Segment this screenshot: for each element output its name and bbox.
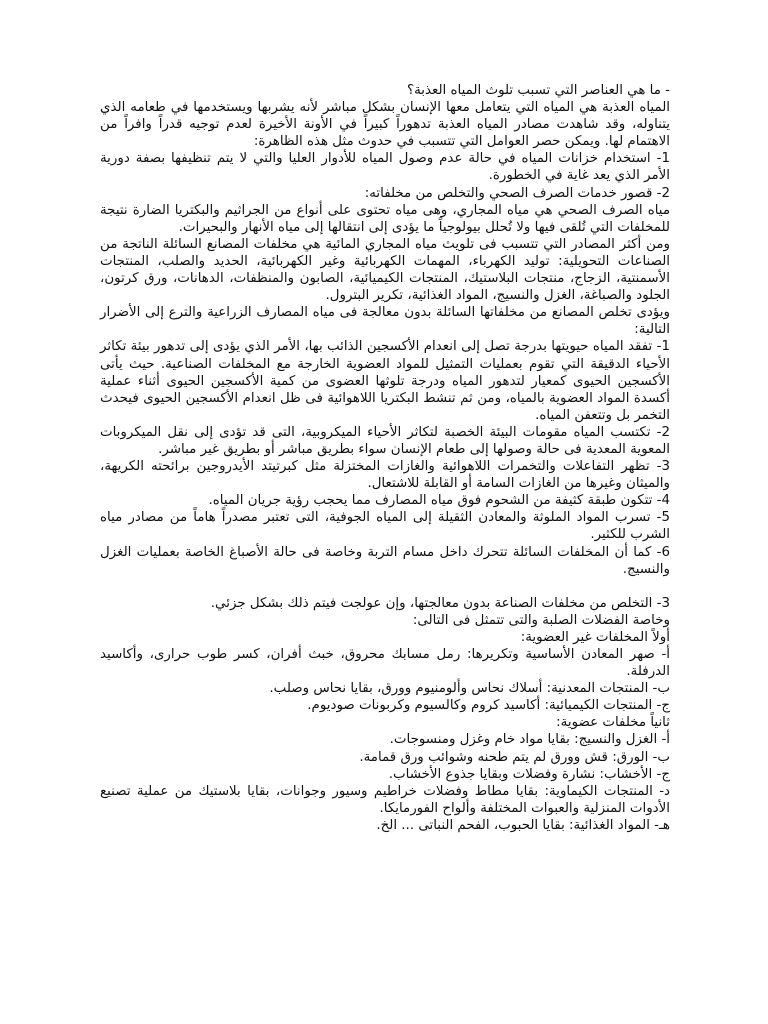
question-heading: - ما هي العناصر التي تسبب تلوث المياه العذبة؟ [406,83,670,98]
organic-item-a: أ- الغزل والنسيج: بقايا مواد خام وغزل ومنسوجات. [389,732,670,748]
damage-3-gases: 3- تظهر التفاعلات والتخمرات اللاهوائية والغازات المختزلة مثل كبرتيتد الأيدروجين برائحته الكريهة، والميثان وغيرها من الغازات السامة أو القابلة للاشتعال. [100,459,670,492]
organic-item-c: ج- الأخشاب: نشارة وفضلات وبقايا جذوع الأخشاب. [388,766,670,782]
intro-paragraph: المياه العذبة هي المياه التي يتعامل معها الإنسان بشكل مباشر لأنه يشربها ويستخدمها في طعامه الذي يتناوله، وقد شاهدت مصادر المياه العذبة تدهوراً كبيراً في الأونة الأخيرة لعدم توجيه قدراً وافراً من الاهتمام لها. ويمكن حصر العوامل التي تتسبب في حدوث مثل هذه الظاهرة: [100,100,670,150]
damage-2-microbes: 2- تكتسب المياه مقومات البيئة الخصبة لتكاثر الأحياء الميكروبية، التى قد تؤدى إلى نقل الميكروبات المعوية المعدية فى حالة وصولها إلى طعام الإنسان سواء بطريق مباشر أو بطريق غير مباشر. [100,424,670,457]
blank-line [100,578,670,595]
inorganic-waste-heading: أولاً المخلفات غير العضوية: [520,629,670,645]
cause-1-water-tanks: 1- استخدام خزانات المياه في حالة عدم وصول المياه للأدوار العليا والتي لا يتم تنظيفها بصفة دورية الأمر الذي يعد غاية في الخطورة. [100,151,670,184]
damage-5-groundwater: 5- تسرب المواد الملوثة والمعادن الثقيلة إلى المياه الجوفية، التى تعتبر مصدراً هاماً من مصادر مياه الشرب للكثير. [100,510,670,543]
cause-3-industrial-waste: 3- التخلص من مخلفات الصناعة بدون معالجتها، وإن عولجت فيتم ذلك بشكل جزئي. [210,595,670,611]
damages-intro: ويؤدى تخلص المصانع من مخلفاتها السائلة بدون معالجة فى مياه المصارف الزراعية والترع إلى الأضرار التالية: [100,305,670,338]
document-page [100,82,670,834]
damage-1-oxygen: 1- تفقد المياه حيويتها بدرجة تصل إلى انعدام الأكسجين الذائب بها، الأمر الذي يؤدى إلى تدهور بيئة تكاثر الأحياء الدقيقة التي تقوم بعمليات التمثيل للمواد العضوية الخارجة مع المخلفات الصناعية. حيث يأتى الأكسجين الحيوى كمعيار لتدهور المياه ودرجة تلوثها العضوى من كمية الأكسجين الحيوى أثناء عملية أكسدة المواد العضوية بالمياه، ومن ثم تنشط البكتريا اللاهوائية فى ظل انعدام الأكسجين الحيوى فيحدث التخمر بل وتتعفن المياه. [100,339,670,423]
organic-item-b: ب- الورق: قش وورق لم يتم طحنه وشوائب ورق قمامة. [359,749,670,765]
damage-6-soil: 6- كما أن المخلفات السائلة تتحرك داخل مسام التربة وخاصة فى حالة الأصباغ الخاصة بعمليات الغزل والنسيج. [100,544,670,577]
organic-item-e: هـ- المواد الغذائية: بقايا الحبوب، الفحم النباتى ... الخ. [376,817,670,833]
inorganic-item-a: أ- صهر المعادن الأساسية وتكريرها: رمل مسابك محروق، خبث أفران، كسر طوب حرارى، وأكاسيد الدرفلة. [100,647,670,680]
sewage-paragraph: مياه الصرف الصحي هي مياه المجاري، وهى مياه تحتوى على أنواع من الجراثيم والبكتريا الضارة نتيجة للمخلفات التي تُلقى فيها ولا تُحلل بيولوجياً ما يؤدى إلى انتقالها إلى مياه الأنهار والبحيرات. [100,202,670,235]
solid-waste-intro: وخاصة الفضلات الصلبة والتى تتمثل فى التالى: [412,612,670,628]
damage-4-grease: 4- تتكون طبقة كثيفة من الشحوم فوق مياه المصارف مما يحجب رؤية جريان المياه. [208,493,670,509]
cause-2-sewage-heading: 2- قصور خدمات الصرف الصحي والتخلص من مخلفاته: [364,185,670,201]
organic-item-d: د- المنتجات الكيماوية: بقايا مطاط وفضلات خراطيم وسيور وجوانات، بقايا بلاستيك من عملية تصنيع الأدوات المنزلية والعبوات المختلفة وألواح الفورمايكا. [100,783,670,816]
factory-waste-paragraph: ومن أكثر المصادر التي تتسبب فى تلويث مياه المجاري المائية هي مخلفات المصانع السائلة الناتجة من الصناعات التحويلية: توليد الكهرباء، المهمات الكهربائية وغير الكهربائية، الحديد والصلب، المنتجات الأسمنتية، الزجاج، منتجات البلاستيك، المنتجات الكيميائية، الصابون والمنظفات، الدهانات، ورق كرتون، الجلود والصباغة، الغزل والنسيج، المواد الغذائية، تكرير البترول. [100,236,670,304]
inorganic-item-b: ب- المنتجات المعدنية: أسلاك نحاس وألومنيوم وورق، بقايا نحاس وصلب. [269,681,670,697]
inorganic-item-c: ج- المنتجات الكيميائية: أكاسيد كروم وكالسيوم وكربونات صوديوم. [307,698,670,714]
organic-waste-heading: ثانياً مخلفات عضوية: [556,715,670,731]
